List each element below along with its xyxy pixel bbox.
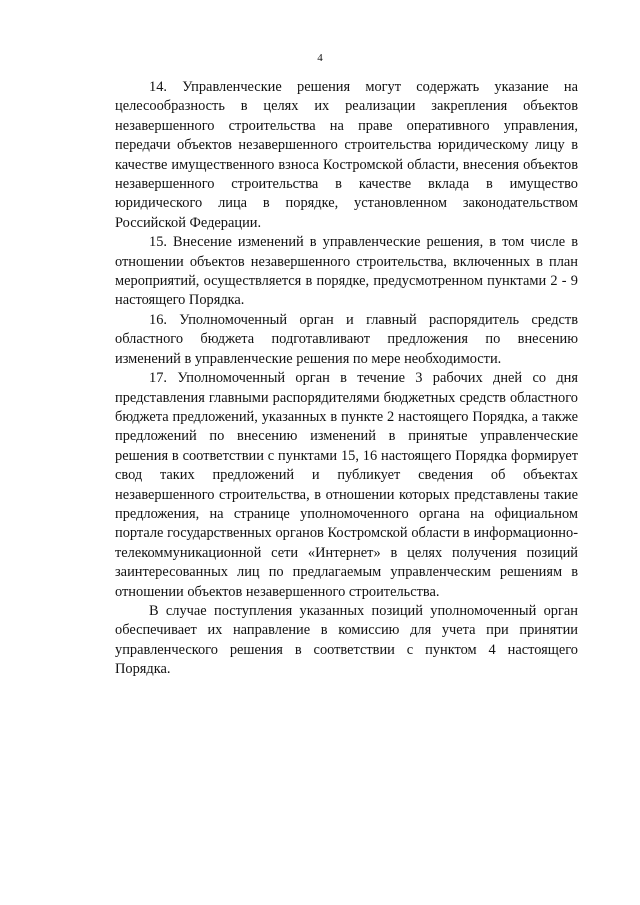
paragraph-16: 16. Уполномоченный орган и главный распорядитель средств областного бюджета подготавливают предложения по внесению изменений в управленческие решения по мере необходимости. [115,311,578,367]
page-number: 4 [317,52,323,64]
paragraph-17-continuation: В случае поступления указанных позиций уполномоченный орган обеспечивает их направление в комиссию для учета при принятии управленческого решения в соответствии с пунктом 4 настоящего Порядка. [115,602,578,678]
paragraph-14: 14. Управленческие решения могут содержать указание на целесообразность в целях их реализации закрепления объектов незавершенного строительства на праве оперативного управления, передачи объектов незавершенного строительства юридическому лицу в качестве имущественного взноса Костромской области, внесения объектов незавершенного строительства в качестве вклада в имущество юридического лица в порядке, установленном законодательством Российской Федерации. [115,79,578,231]
paragraph-15: 15. Внесение изменений в управленческие решения, в том числе в отношении объектов незавершенного строительства, включенных в план мероприятий, осуществляется в порядке, предусмотренном пунктами 2 - 9 настоящего Порядка. [115,234,578,309]
document-body [115,78,578,680]
paragraph-17: 17. Уполномоченный орган в течение 3 рабочих дней со дня представления главными распорядителями бюджетных средств областного бюджета предложений, указанных в пункте 2 настоящего Порядка, а также предложений по внесению изменений в принятые управленческие решения в соответствии с пунктами 15, 16 настоящего Порядка формирует свод таких предложений и публикует сведения об объектах незавершенного строительства, в отношении которых представлены такие предложения, на странице уполномоченного органа на официальном портале государственных органов Костромской области в информационно-телекоммуникационной сети «Интернет» в целях получения позиций заинтересованных лиц по предлагаемым управленческим решениям в отношении объектов незавершенного строительства. [115,370,578,600]
